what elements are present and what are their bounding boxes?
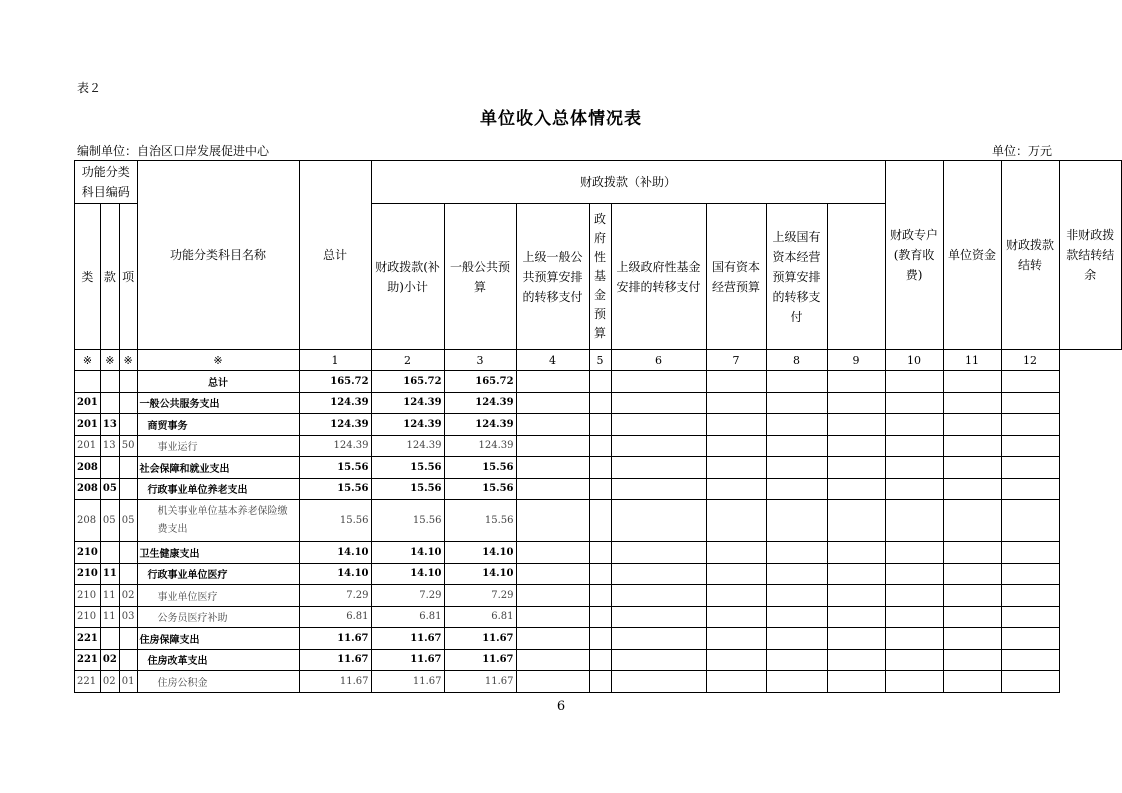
cell-empty xyxy=(827,585,885,607)
cell-total: 15.56 xyxy=(299,500,371,542)
column-number: 12 xyxy=(1001,350,1059,371)
cell-kuan xyxy=(100,392,119,414)
header-fiscal-group: 财政拨款（补助） xyxy=(371,161,885,204)
cell-empty xyxy=(589,585,611,607)
cell-total: 124.39 xyxy=(299,392,371,414)
cell-xiang xyxy=(119,563,137,585)
cell-lei: 221 xyxy=(75,649,101,671)
cell-empty xyxy=(611,392,706,414)
cell-total: 14.10 xyxy=(299,563,371,585)
table-row xyxy=(75,478,1122,500)
table-row xyxy=(75,606,1122,628)
cell-lei: 208 xyxy=(75,457,101,479)
cell-empty xyxy=(827,414,885,436)
cell-total: 15.56 xyxy=(299,457,371,479)
cell-subject-name: 行政事业单位养老支出 xyxy=(137,478,299,500)
cell-empty xyxy=(1001,671,1059,693)
cell-empty xyxy=(589,606,611,628)
cell-empty xyxy=(885,392,943,414)
cell-empty xyxy=(766,649,827,671)
cell-lei: 208 xyxy=(75,500,101,542)
header-total: 总计 xyxy=(299,161,371,350)
cell-empty xyxy=(611,500,706,542)
table-label: 表２ xyxy=(77,81,102,95)
cell-general-budget: 124.39 xyxy=(444,414,516,436)
cell-empty xyxy=(885,542,943,564)
cell-empty xyxy=(516,671,589,693)
cell-empty xyxy=(943,478,1001,500)
marker-cell: ※ xyxy=(119,350,137,371)
marker-cell: ※ xyxy=(137,350,299,371)
table-row xyxy=(75,500,1122,542)
cell-xiang xyxy=(119,628,137,650)
cell-empty xyxy=(766,371,827,393)
cell-kuan: 11 xyxy=(100,606,119,628)
cell-empty xyxy=(611,585,706,607)
cell-xiang xyxy=(119,414,137,436)
table-row xyxy=(75,414,1122,436)
income-table xyxy=(74,160,1122,693)
column-number: 2 xyxy=(371,350,444,371)
cell-lei: 201 xyxy=(75,414,101,436)
cell-empty xyxy=(766,435,827,457)
cell-lei: 210 xyxy=(75,563,101,585)
cell-empty xyxy=(706,371,766,393)
cell-empty xyxy=(516,478,589,500)
cell-empty xyxy=(589,435,611,457)
cell-empty xyxy=(611,542,706,564)
cell-kuan: 02 xyxy=(100,671,119,693)
cell-empty xyxy=(589,649,611,671)
header-state-capital: 国有资本经营预算 xyxy=(706,204,766,350)
cell-general-budget: 11.67 xyxy=(444,649,516,671)
cell-fiscal-subtotal: 11.67 xyxy=(371,671,444,693)
cell-empty xyxy=(589,371,611,393)
cell-empty xyxy=(1001,457,1059,479)
cell-empty xyxy=(516,414,589,436)
cell-empty xyxy=(516,649,589,671)
cell-fiscal-subtotal: 15.56 xyxy=(371,457,444,479)
cell-kuan xyxy=(100,457,119,479)
cell-empty xyxy=(885,585,943,607)
cell-empty xyxy=(1001,606,1059,628)
header-transfer-general: 上级一般公共预算安排的转移支付 xyxy=(516,204,589,350)
cell-total: 124.39 xyxy=(299,414,371,436)
marker-cell: ※ xyxy=(100,350,119,371)
cell-empty xyxy=(885,606,943,628)
cell-lei: 210 xyxy=(75,542,101,564)
table-row xyxy=(75,585,1122,607)
cell-empty xyxy=(706,671,766,693)
cell-fiscal-subtotal: 124.39 xyxy=(371,435,444,457)
header-general-budget: 一般公共预算 xyxy=(444,204,516,350)
cell-total: 165.72 xyxy=(299,371,371,393)
cell-empty xyxy=(885,435,943,457)
cell-total: 124.39 xyxy=(299,435,371,457)
cell-fiscal-subtotal: 14.10 xyxy=(371,542,444,564)
cell-empty xyxy=(885,563,943,585)
cell-empty xyxy=(589,563,611,585)
cell-empty xyxy=(706,435,766,457)
cell-empty xyxy=(589,500,611,542)
column-number: 10 xyxy=(885,350,943,371)
cell-total: 7.29 xyxy=(299,585,371,607)
cell-kuan xyxy=(100,628,119,650)
cell-general-budget: 165.72 xyxy=(444,371,516,393)
cell-empty xyxy=(611,457,706,479)
cell-empty xyxy=(589,414,611,436)
cell-fiscal-subtotal: 11.67 xyxy=(371,649,444,671)
header-xiang: 项 xyxy=(119,204,137,350)
cell-empty xyxy=(766,457,827,479)
cell-empty xyxy=(589,628,611,650)
cell-empty xyxy=(766,606,827,628)
cell-subject-name: 一般公共服务支出 xyxy=(137,392,299,414)
cell-empty xyxy=(885,628,943,650)
cell-empty xyxy=(827,563,885,585)
cell-kuan: 13 xyxy=(100,435,119,457)
cell-lei: 208 xyxy=(75,478,101,500)
cell-empty xyxy=(827,500,885,542)
cell-empty xyxy=(611,606,706,628)
cell-empty xyxy=(943,414,1001,436)
cell-empty xyxy=(827,606,885,628)
cell-empty xyxy=(516,585,589,607)
cell-empty xyxy=(885,649,943,671)
cell-xiang xyxy=(119,392,137,414)
cell-empty xyxy=(706,542,766,564)
cell-empty xyxy=(827,478,885,500)
cell-lei: 210 xyxy=(75,606,101,628)
cell-fiscal-subtotal: 124.39 xyxy=(371,392,444,414)
cell-total: 11.67 xyxy=(299,649,371,671)
cell-fiscal-subtotal: 15.56 xyxy=(371,500,444,542)
cell-empty xyxy=(589,392,611,414)
cell-empty xyxy=(943,371,1001,393)
cell-empty xyxy=(1001,414,1059,436)
cell-empty xyxy=(943,585,1001,607)
header-transfer-state-capital: 上级国有资本经营预算安排的转移支付 xyxy=(766,204,827,350)
cell-general-budget: 124.39 xyxy=(444,435,516,457)
cell-empty xyxy=(589,457,611,479)
column-number: 5 xyxy=(589,350,611,371)
header-nonfiscal-carryover: 非财政拨款结转结余 xyxy=(1059,161,1121,350)
cell-kuan: 13 xyxy=(100,414,119,436)
cell-empty xyxy=(943,392,1001,414)
cell-empty xyxy=(943,671,1001,693)
cell-empty xyxy=(516,392,589,414)
cell-empty xyxy=(766,585,827,607)
cell-empty xyxy=(1001,371,1059,393)
cell-xiang: 05 xyxy=(119,500,137,542)
column-number: 11 xyxy=(943,350,1001,371)
cell-empty xyxy=(885,414,943,436)
cell-empty xyxy=(611,414,706,436)
currency-unit: 单位：万元 xyxy=(991,144,1052,158)
cell-empty xyxy=(706,392,766,414)
cell-general-budget: 15.56 xyxy=(444,457,516,479)
cell-empty xyxy=(943,457,1001,479)
cell-xiang: 03 xyxy=(119,606,137,628)
cell-subject-name: 住房改革支出 xyxy=(137,649,299,671)
cell-xiang: 02 xyxy=(119,585,137,607)
table-row xyxy=(75,542,1122,564)
cell-empty xyxy=(516,628,589,650)
cell-empty xyxy=(706,606,766,628)
header-lei: 类 xyxy=(75,204,101,350)
cell-total: 15.56 xyxy=(299,478,371,500)
cell-empty xyxy=(1001,478,1059,500)
column-number: 9 xyxy=(827,350,885,371)
cell-empty xyxy=(766,628,827,650)
cell-empty xyxy=(611,435,706,457)
cell-empty xyxy=(589,671,611,693)
cell-general-budget: 6.81 xyxy=(444,606,516,628)
column-number: 8 xyxy=(766,350,827,371)
cell-empty xyxy=(589,478,611,500)
cell-empty xyxy=(706,457,766,479)
cell-empty xyxy=(516,435,589,457)
cell-empty xyxy=(885,478,943,500)
cell-subject-name: 机关事业单位基本养老保险缴费支出 xyxy=(137,500,299,542)
column-number: 3 xyxy=(444,350,516,371)
cell-xiang xyxy=(119,478,137,500)
header-gov-fund: 政府性基金预算 xyxy=(589,204,611,350)
cell-lei: 201 xyxy=(75,435,101,457)
cell-kuan: 02 xyxy=(100,649,119,671)
cell-subject-name: 社会保障和就业支出 xyxy=(137,457,299,479)
cell-empty xyxy=(706,585,766,607)
cell-kuan: 05 xyxy=(100,500,119,542)
cell-subject-name: 总计 xyxy=(137,371,299,393)
cell-empty xyxy=(1001,649,1059,671)
page-title: 单位收入总体情况表 xyxy=(480,109,642,129)
cell-general-budget: 11.67 xyxy=(444,628,516,650)
cell-kuan: 11 xyxy=(100,563,119,585)
cell-subject-name: 商贸事务 xyxy=(137,414,299,436)
cell-total: 6.81 xyxy=(299,606,371,628)
cell-empty xyxy=(1001,542,1059,564)
table-row xyxy=(75,671,1122,693)
cell-subject-name: 事业运行 xyxy=(137,435,299,457)
cell-empty xyxy=(1001,628,1059,650)
cell-empty xyxy=(885,671,943,693)
cell-empty xyxy=(706,649,766,671)
cell-kuan xyxy=(100,371,119,393)
cell-empty xyxy=(766,500,827,542)
cell-lei: 210 xyxy=(75,585,101,607)
cell-subject-name: 行政事业单位医疗 xyxy=(137,563,299,585)
cell-fiscal-subtotal: 124.39 xyxy=(371,414,444,436)
cell-empty xyxy=(885,371,943,393)
cell-xiang xyxy=(119,542,137,564)
cell-empty xyxy=(516,457,589,479)
column-number: 6 xyxy=(611,350,706,371)
cell-fiscal-subtotal: 6.81 xyxy=(371,606,444,628)
table-row xyxy=(75,628,1122,650)
cell-subject-name: 住房公积金 xyxy=(137,671,299,693)
cell-empty xyxy=(943,606,1001,628)
header-fiscal-special: 财政专户(教育收费) xyxy=(885,161,943,350)
cell-general-budget: 124.39 xyxy=(444,392,516,414)
header-kuan: 款 xyxy=(100,204,119,350)
cell-subject-name: 住房保障支出 xyxy=(137,628,299,650)
cell-total: 11.67 xyxy=(299,671,371,693)
cell-empty xyxy=(516,500,589,542)
compiling-unit: 编制单位：自治区口岸发展促进中心 xyxy=(77,144,270,158)
cell-kuan: 05 xyxy=(100,478,119,500)
cell-subject-name: 公务员医疗补助 xyxy=(137,606,299,628)
table-row xyxy=(75,649,1122,671)
cell-fiscal-subtotal: 11.67 xyxy=(371,628,444,650)
cell-empty xyxy=(611,478,706,500)
cell-general-budget: 14.10 xyxy=(444,542,516,564)
cell-empty xyxy=(611,649,706,671)
cell-empty xyxy=(827,371,885,393)
cell-empty xyxy=(885,457,943,479)
cell-empty xyxy=(1001,392,1059,414)
table-row xyxy=(75,392,1122,414)
cell-general-budget: 15.56 xyxy=(444,478,516,500)
cell-empty xyxy=(766,478,827,500)
cell-fiscal-subtotal: 7.29 xyxy=(371,585,444,607)
cell-xiang xyxy=(119,457,137,479)
cell-xiang xyxy=(119,649,137,671)
cell-fiscal-subtotal: 14.10 xyxy=(371,563,444,585)
cell-empty xyxy=(706,500,766,542)
cell-empty xyxy=(766,563,827,585)
header-subject-name: 功能分类科目名称 xyxy=(137,161,299,350)
cell-fiscal-subtotal: 15.56 xyxy=(371,478,444,500)
header-fiscal-subtotal: 财政拨款(补助)小计 xyxy=(371,204,444,350)
table-row xyxy=(75,371,1122,393)
marker-cell: ※ xyxy=(75,350,101,371)
table-row xyxy=(75,435,1122,457)
cell-empty xyxy=(516,542,589,564)
cell-lei xyxy=(75,371,101,393)
cell-general-budget: 14.10 xyxy=(444,563,516,585)
cell-empty xyxy=(611,628,706,650)
cell-empty xyxy=(943,435,1001,457)
cell-empty xyxy=(611,671,706,693)
header-unit-funds: 单位资金 xyxy=(943,161,1001,350)
cell-xiang: 50 xyxy=(119,435,137,457)
cell-empty xyxy=(943,542,1001,564)
cell-lei: 221 xyxy=(75,671,101,693)
cell-empty xyxy=(827,671,885,693)
cell-xiang: 01 xyxy=(119,671,137,693)
cell-empty xyxy=(706,414,766,436)
column-number-row xyxy=(75,350,1122,371)
cell-kuan xyxy=(100,542,119,564)
cell-empty xyxy=(943,628,1001,650)
cell-empty xyxy=(589,542,611,564)
cell-general-budget: 7.29 xyxy=(444,585,516,607)
table-row xyxy=(75,457,1122,479)
cell-empty xyxy=(827,435,885,457)
cell-empty xyxy=(885,500,943,542)
cell-empty xyxy=(766,414,827,436)
cell-empty xyxy=(516,371,589,393)
cell-empty xyxy=(706,563,766,585)
cell-xiang xyxy=(119,371,137,393)
cell-empty xyxy=(827,542,885,564)
cell-empty xyxy=(1001,585,1059,607)
cell-empty xyxy=(706,478,766,500)
cell-empty xyxy=(611,563,706,585)
cell-lei: 221 xyxy=(75,628,101,650)
cell-empty xyxy=(827,649,885,671)
cell-general-budget: 11.67 xyxy=(444,671,516,693)
cell-total: 14.10 xyxy=(299,542,371,564)
cell-empty xyxy=(611,371,706,393)
cell-empty xyxy=(766,671,827,693)
cell-empty xyxy=(827,392,885,414)
cell-empty xyxy=(943,649,1001,671)
cell-empty xyxy=(516,563,589,585)
cell-general-budget: 15.56 xyxy=(444,500,516,542)
cell-empty xyxy=(943,500,1001,542)
header-fiscal-carryover: 财政拨款结转 xyxy=(1001,161,1059,350)
header-transfer-gov-fund: 上级政府性基金安排的转移支付 xyxy=(611,204,706,350)
cell-empty xyxy=(766,542,827,564)
cell-empty xyxy=(516,606,589,628)
cell-lei: 201 xyxy=(75,392,101,414)
cell-empty xyxy=(706,628,766,650)
cell-empty xyxy=(827,457,885,479)
cell-empty xyxy=(766,392,827,414)
cell-subject-name: 事业单位医疗 xyxy=(137,585,299,607)
column-number: 1 xyxy=(299,350,371,371)
cell-empty xyxy=(943,563,1001,585)
column-number: 7 xyxy=(706,350,766,371)
cell-empty xyxy=(827,628,885,650)
table-row xyxy=(75,563,1122,585)
page-number: 6 xyxy=(556,699,566,714)
header-code-group: 功能分类科目编码 xyxy=(75,161,138,204)
cell-empty xyxy=(1001,563,1059,585)
cell-fiscal-subtotal: 165.72 xyxy=(371,371,444,393)
cell-total: 11.67 xyxy=(299,628,371,650)
cell-empty xyxy=(1001,500,1059,542)
cell-kuan: 11 xyxy=(100,585,119,607)
cell-subject-name: 卫生健康支出 xyxy=(137,542,299,564)
cell-empty xyxy=(1001,435,1059,457)
column-number: 4 xyxy=(516,350,589,371)
